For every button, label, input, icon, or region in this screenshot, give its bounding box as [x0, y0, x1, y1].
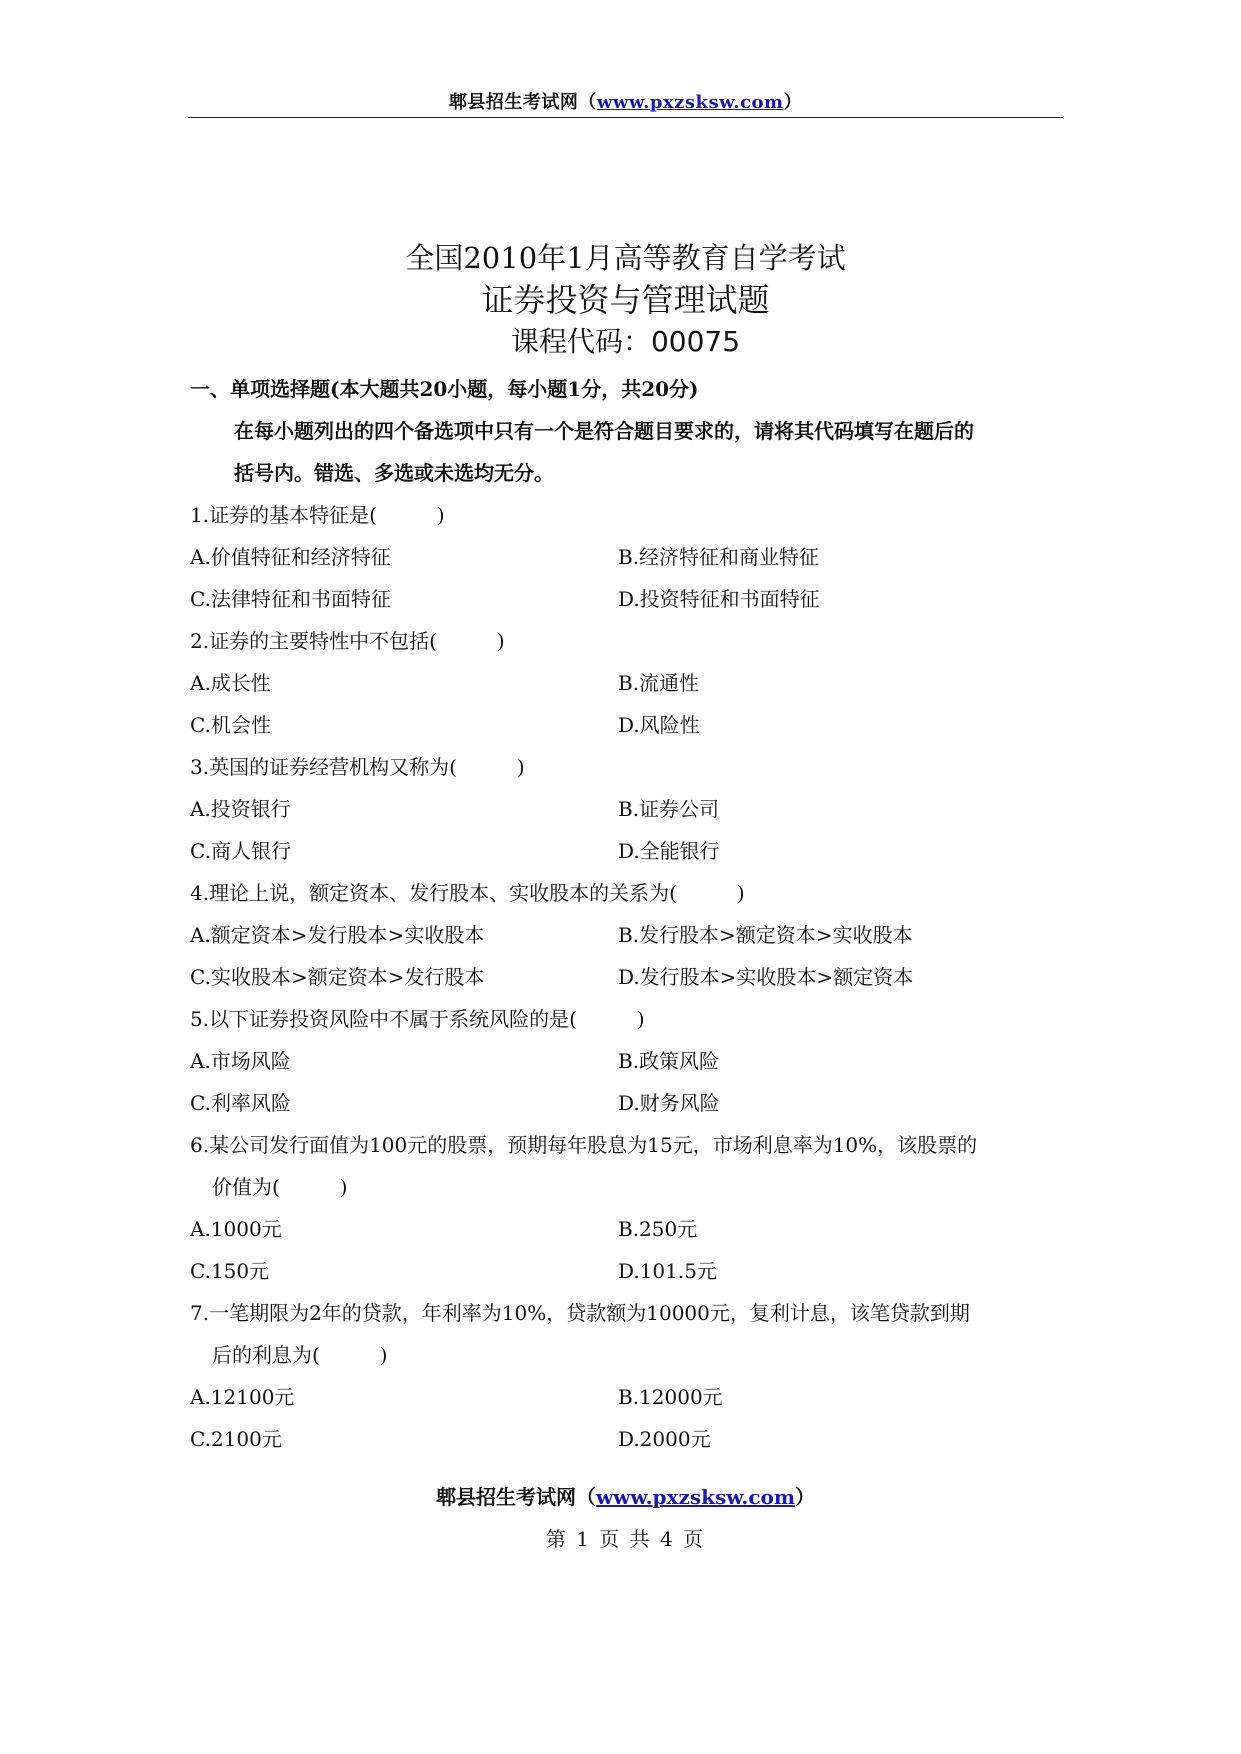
- question-stem-7-continued: 后的利息为( ): [212, 1343, 388, 1367]
- question-6-option-c: C.150元: [190, 1259, 270, 1283]
- question-6-option-d: D.101.5元: [618, 1259, 717, 1283]
- question-7-options-row-2: [190, 1418, 1060, 1460]
- header-divider: [188, 117, 1063, 118]
- question-2-options-row-2: [190, 704, 1060, 746]
- question-1-option-b: B.经济特征和商业特征: [618, 545, 820, 569]
- question-stem-2: 2.证券的主要特性中不包括( ): [190, 629, 505, 653]
- question-5-option-c: C.利率风险: [190, 1091, 291, 1115]
- question-5-option-d: D.财务风险: [618, 1091, 720, 1115]
- question-stem-5: 5.以下证券投资风险中不属于系统风险的是( ): [190, 1007, 645, 1031]
- footer-url-link[interactable]: www.pxzsksw.com: [595, 1485, 796, 1509]
- question-7-option-b: B.12000元: [618, 1385, 723, 1409]
- question-stem-4: 4.理论上说，额定资本、发行股本、实收股本的关系为( ): [190, 881, 745, 905]
- footer-site-name: 郫县招生考试网（: [435, 1485, 596, 1509]
- question-stem-3: 3.英国的证券经营机构又称为( ): [190, 755, 525, 779]
- question-4-options-row-1: [190, 914, 1060, 956]
- page-number: 第 1 页 共 4 页: [545, 1527, 706, 1551]
- section-instruction-line1: 在每小题列出的四个备选项中只有一个是符合题目要求的，请将其代码填写在题后的: [234, 419, 974, 443]
- question-1-option-c: C.法律特征和书面特征: [190, 587, 391, 611]
- question-4-option-c: C.实收股本>额定资本>发行股本: [190, 965, 485, 989]
- question-5-options-row-2: [190, 1082, 1060, 1124]
- question-3-option-b: B.证券公司: [618, 797, 720, 821]
- header-url-link[interactable]: www.pxzsksw.com: [596, 92, 784, 113]
- section-instruction-line2: 括号内。错选、多选或未选均无分。: [234, 461, 554, 485]
- question-4-option-d: D.发行股本>实收股本>额定资本: [618, 965, 914, 989]
- page-header: [188, 88, 1063, 114]
- question-1-option-a: A.价值特征和经济特征: [190, 545, 391, 569]
- question-4-option-a: A.额定资本>发行股本>实收股本: [190, 923, 485, 947]
- question-1-options-row-2: [190, 578, 1060, 620]
- header-site-name: 郫县招生考试网（: [448, 92, 597, 113]
- question-3-option-c: C.商人银行: [190, 839, 291, 863]
- exam-title: 全国2010年1月高等教育自学考试: [405, 241, 846, 275]
- question-2-option-a: A.成长性: [190, 671, 271, 695]
- footer-site-line: [188, 1478, 1063, 1516]
- exam-content: [190, 368, 1060, 1460]
- question-stem-6: 6.某公司发行面值为100元的股票，预期每年股息为15元，市场利息率为10%，该股票的: [190, 1133, 978, 1157]
- question-4-options-row-2: [190, 956, 1060, 998]
- question-7-option-a: A.12100元: [190, 1385, 295, 1409]
- question-4-option-b: B.发行股本>额定资本>实收股本: [618, 923, 913, 947]
- section-heading: 一、单项选择题(本大题共20小题，每小题1分，共20分): [190, 377, 699, 401]
- footer-close-paren: ）: [795, 1485, 816, 1509]
- question-6-option-a: A.1000元: [190, 1217, 282, 1241]
- title-block: [188, 238, 1063, 362]
- exam-subject: 证券投资与管理试题: [481, 281, 770, 319]
- course-code: 课程代码：00075: [510, 325, 741, 358]
- question-6-options-row-2: [190, 1250, 1060, 1292]
- question-1-option-d: D.投资特征和书面特征: [618, 587, 820, 611]
- question-stem-7: 7.一笔期限为2年的贷款，年利率为10%，贷款额为10000元，复利计息，该笔贷款到期: [190, 1301, 970, 1325]
- question-3-options-row-1: [190, 788, 1060, 830]
- question-2-option-d: D.风险性: [618, 713, 700, 737]
- question-2-option-c: C.机会性: [190, 713, 271, 737]
- question-stem-1: 1.证券的基本特征是( ): [190, 503, 445, 527]
- question-6-option-b: B.250元: [618, 1217, 698, 1241]
- question-5-option-b: B.政策风险: [618, 1049, 720, 1073]
- question-2-options-row-1: [190, 662, 1060, 704]
- question-2-option-b: B.流通性: [618, 671, 700, 695]
- question-5-options-row-1: [190, 1040, 1060, 1082]
- question-3-option-a: A.投资银行: [190, 797, 291, 821]
- question-6-options-row-1: [190, 1208, 1060, 1250]
- question-7-options-row-1: [190, 1376, 1060, 1418]
- page-footer: [188, 1478, 1063, 1562]
- question-3-option-d: D.全能银行: [618, 839, 720, 863]
- header-close-paren: ）: [783, 92, 803, 113]
- question-5-option-a: A.市场风险: [190, 1049, 291, 1073]
- question-7-option-d: D.2000元: [618, 1427, 711, 1451]
- question-1-options-row-1: [190, 536, 1060, 578]
- question-3-options-row-2: [190, 830, 1060, 872]
- question-7-option-c: C.2100元: [190, 1427, 282, 1451]
- question-stem-6-continued: 价值为( ): [212, 1175, 348, 1199]
